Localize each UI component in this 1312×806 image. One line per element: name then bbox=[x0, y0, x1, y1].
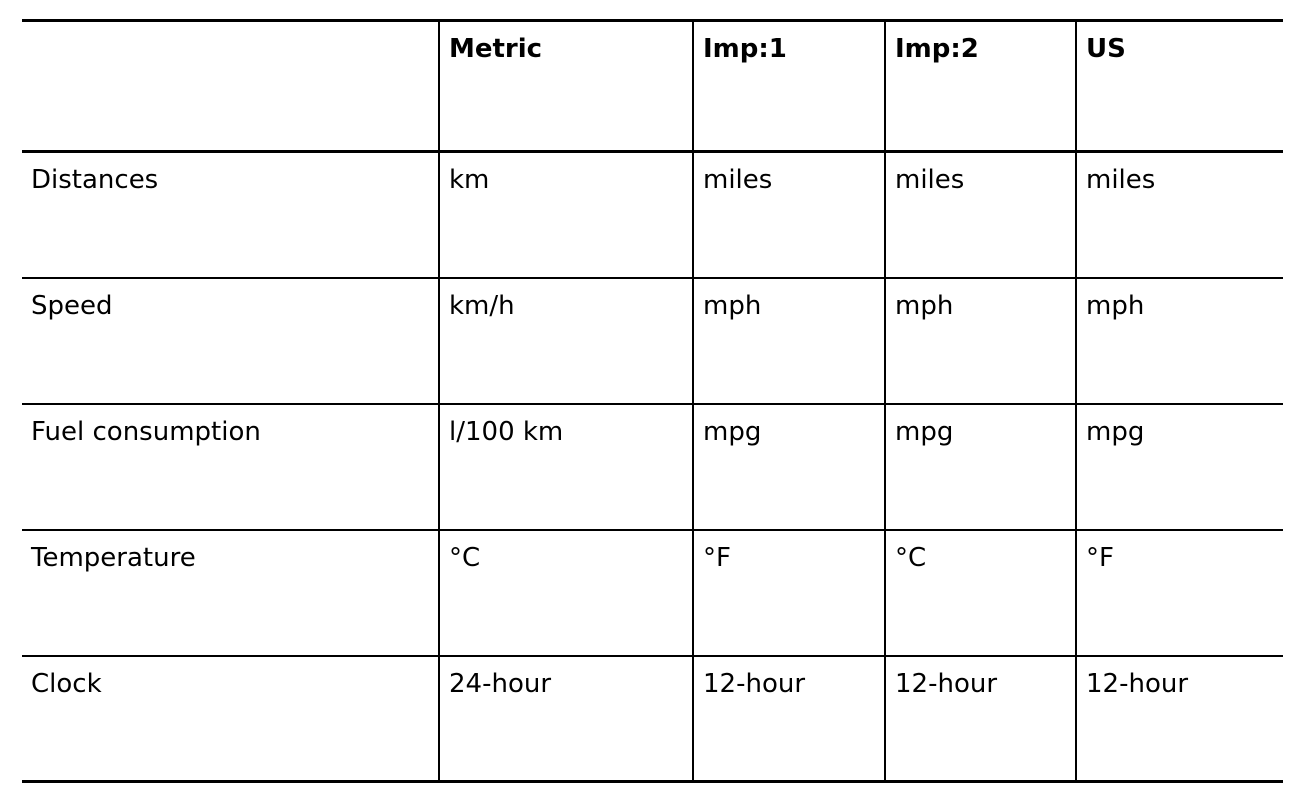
row-label: Temperature bbox=[22, 530, 439, 656]
table-cell: mpg bbox=[1076, 404, 1283, 530]
table-cell: mpg bbox=[885, 404, 1076, 530]
table-cell: miles bbox=[885, 152, 1076, 278]
header-imp-2: Imp:2 bbox=[885, 21, 1076, 152]
header-metric: Metric bbox=[439, 21, 693, 152]
table-cell: miles bbox=[1076, 152, 1283, 278]
header-corner-cell bbox=[22, 21, 439, 152]
table-row bbox=[22, 656, 1283, 782]
row-label: Clock bbox=[22, 656, 439, 782]
table-cell: mph bbox=[1076, 278, 1283, 404]
table-cell: 12-hour bbox=[1076, 656, 1283, 782]
table-cell: °F bbox=[1076, 530, 1283, 656]
row-label: Distances bbox=[22, 152, 439, 278]
table-cell: mph bbox=[693, 278, 885, 404]
table-cell: l/100 km bbox=[439, 404, 693, 530]
table-cell: 24-hour bbox=[439, 656, 693, 782]
table-cell: km bbox=[439, 152, 693, 278]
table-cell: °F bbox=[693, 530, 885, 656]
table-cell: mpg bbox=[693, 404, 885, 530]
table-cell: miles bbox=[693, 152, 885, 278]
row-label: Fuel consumption bbox=[22, 404, 439, 530]
table-cell: 12-hour bbox=[885, 656, 1076, 782]
table-cell: km/h bbox=[439, 278, 693, 404]
header-imp-1: Imp:1 bbox=[693, 21, 885, 152]
header-us: US bbox=[1076, 21, 1283, 152]
table-cell: °C bbox=[885, 530, 1076, 656]
table-row bbox=[22, 278, 1283, 404]
table-row bbox=[22, 404, 1283, 530]
table-header-row bbox=[22, 21, 1283, 152]
unit-systems-table bbox=[22, 19, 1283, 783]
table-row bbox=[22, 530, 1283, 656]
table-cell: mph bbox=[885, 278, 1076, 404]
table-cell: 12-hour bbox=[693, 656, 885, 782]
table-row bbox=[22, 152, 1283, 278]
table-cell: °C bbox=[439, 530, 693, 656]
row-label: Speed bbox=[22, 278, 439, 404]
